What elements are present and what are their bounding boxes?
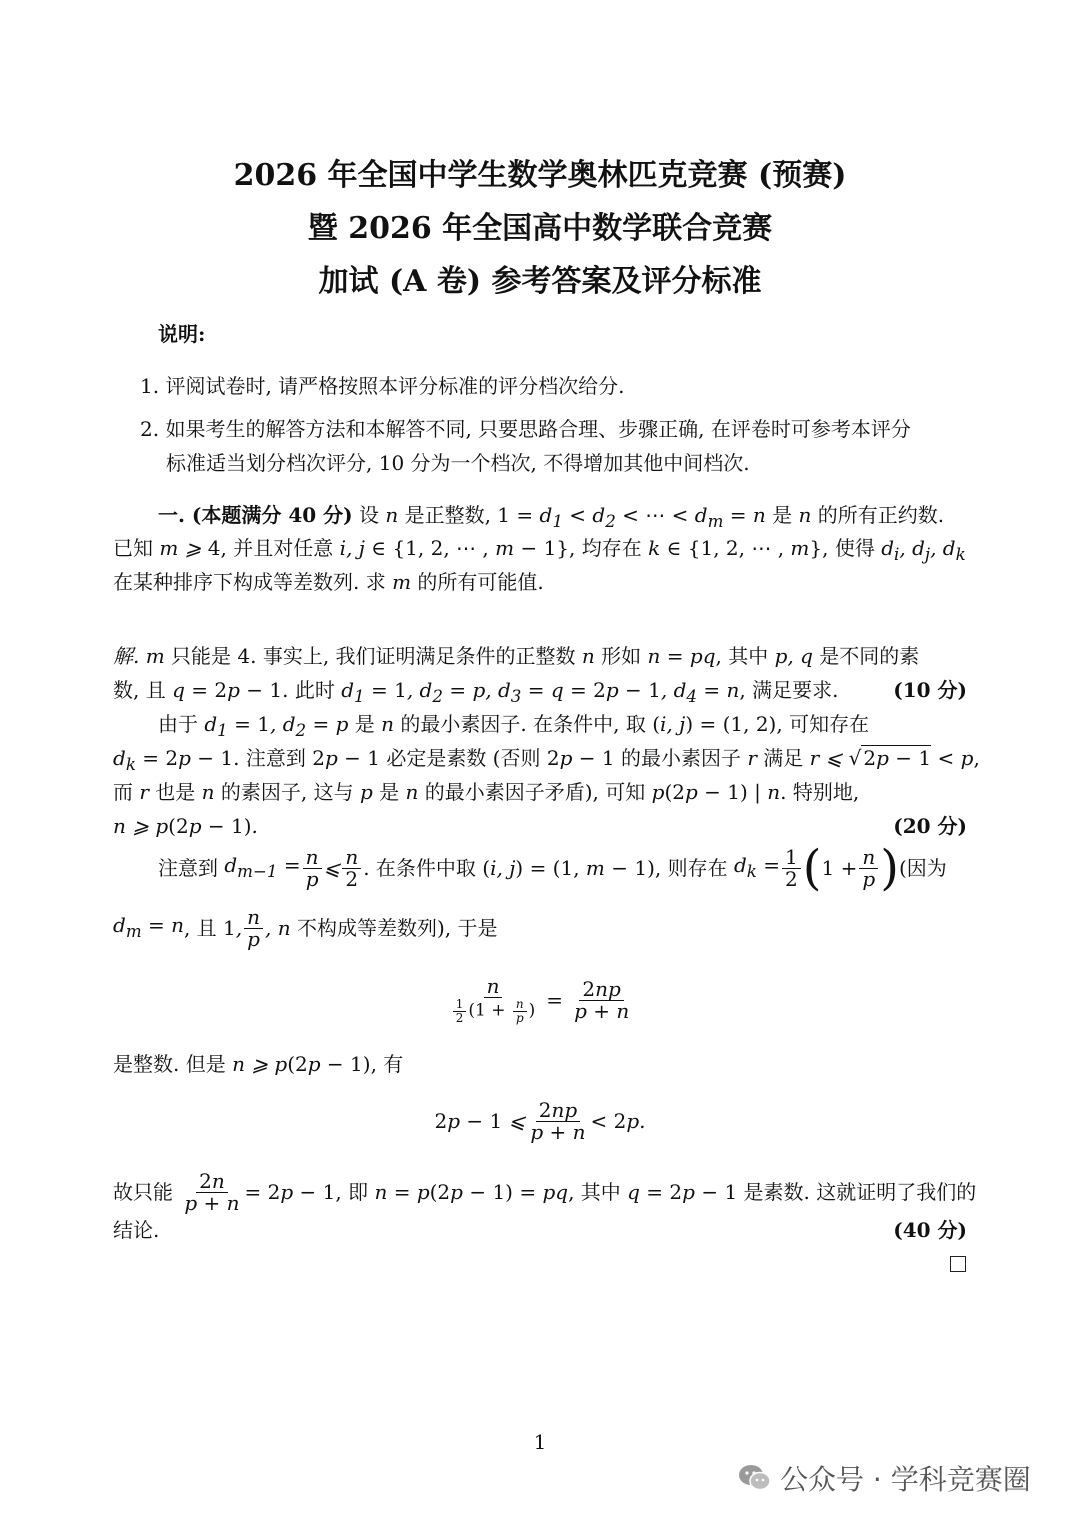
notes-heading: 说明: <box>158 322 206 346</box>
problem-label: 一. (本题满分 40 分) <box>158 503 353 527</box>
page-number: 1 <box>533 1430 547 1454</box>
solution-line-7: 注意到 $d_{m-1}$ = $\frac{n}{p}$ ⩽ $\frac{n}{2}$ . 在条件中取 (i, j) = (1, m − 1) , 则存在 $d_k$ = $\frac{1}{2}$ ( 1 + $\frac{n}{p}$ ) (因为 <box>158 840 947 896</box>
solution-line-4: $d_k = 2p - 1$. 注意到 2p − 1 必定是素数 (否则 2p − 1 的最小素因子 r 满足 r ⩽ √ 2p − 1 < p, <box>113 746 980 774</box>
watermark <box>738 1458 1031 1498</box>
score-10: (10 分) <box>893 678 967 702</box>
solution-line-8: $d_m = n$ , 且 1, $\frac{n}{p}$ , n 不构成等差数列), 于是 <box>113 904 498 951</box>
score-20: (20 分) <box>893 814 967 838</box>
solution-label: 解. <box>113 644 140 668</box>
note-2-text-1: 如果考生的解答方法和本解答不同, 只要思路合理、步骤正确, 在评卷时可参考本评分 <box>165 417 911 441</box>
solution-line-2: 数, 且 q = 2p − 1. 此时 $d_1 = 1$, $d_2 = p$, $d_3 = q = 2p - 1$, $d_4 = n$, 满足要求. (10 分) <box>113 674 967 713</box>
problem-line-2: 已知 m ⩾ 4, 并且对任意 i, j ∈ {1, 2, ⋯ , m − 1}, 均存在 k ∈ {1, 2, ⋯ , m}, 使得 $d_i$, $d_j$, $d_k$ <box>113 536 966 564</box>
display-equation-1: n $\frac{1}{2}$ (1 + $\frac{n}{p}$ ) = $\frac{2np}{p + n}$ <box>0 968 1080 1032</box>
wechat-icon <box>738 1463 772 1493</box>
note-item-2-line-2: 标准适当划分档次评分, 10 分为一个档次, 不得增加其他中间档次. <box>166 451 750 475</box>
title-line-2: 暨 2026 年全国高中数学联合竞赛 <box>307 211 773 246</box>
solution-line-10: 故只能 $\frac{2n}{p + n}$ = 2p − 1 , 即 n = p(2p − 1) = pq , 其中 q = 2p − 1 是素数. 这就证明了我们的 <box>113 1168 977 1215</box>
note-2-number: 2. <box>140 417 160 441</box>
problem-line-3: 在某种排序下构成等差数列. 求 m 的所有可能值. <box>113 570 544 594</box>
problem-line-1: 一. (本题满分 40 分) 设 n 是正整数, $1 = d_1 < d_2$ < ⋯ < $d_m = n$ 是 n 的所有正约数. <box>158 503 945 531</box>
display-equation-2: 2p − 1 ⩽ $\frac{2np}{p + n}$ < 2p. <box>434 1097 646 1144</box>
solution-line-9: 是整数. 但是 n ⩾ p(2p − 1), 有 <box>113 1052 404 1076</box>
title-line-3: 加试 (A 卷) 参考答案及评分标准 <box>318 264 762 299</box>
note-item-1 <box>140 370 625 402</box>
solution-line-6: n ⩾ p(2p − 1). (20 分) <box>113 810 967 842</box>
solution-line-11: 结论. (40 分) <box>113 1214 967 1246</box>
solution-line-3: 由于 $d_1 = 1$, $d_2 = p$ 是 n 的最小素因子. 在条件中, 取 (i, j) = (1, 2), 可知存在 <box>158 712 870 740</box>
solution-line-1: 解. m 只能是 4. 事实上, 我们证明满足条件的正整数 n 形如 n = pq, 其中 p, q 是不同的素 <box>113 644 920 668</box>
score-40: (40 分) <box>893 1218 967 1242</box>
note-1-text: 评阅试卷时, 请严格按照本评分标准的评分档次给分. <box>165 374 625 398</box>
title-line-1: 2026 年全国中学生数学奥林匹克竞赛 (预赛) <box>233 158 847 193</box>
solution-line-5: 而 r 也是 n 的素因子, 这与 p 是 n 的最小素因子矛盾), 可知 p(2p − 1) | n. 特别地, <box>113 780 860 804</box>
note-1-number: 1. <box>140 374 160 398</box>
watermark-text: 公众号 · 学科竞赛圈 <box>780 1463 1031 1496</box>
qed-square-icon <box>950 1256 966 1272</box>
note-item-2-line-1 <box>140 413 911 445</box>
